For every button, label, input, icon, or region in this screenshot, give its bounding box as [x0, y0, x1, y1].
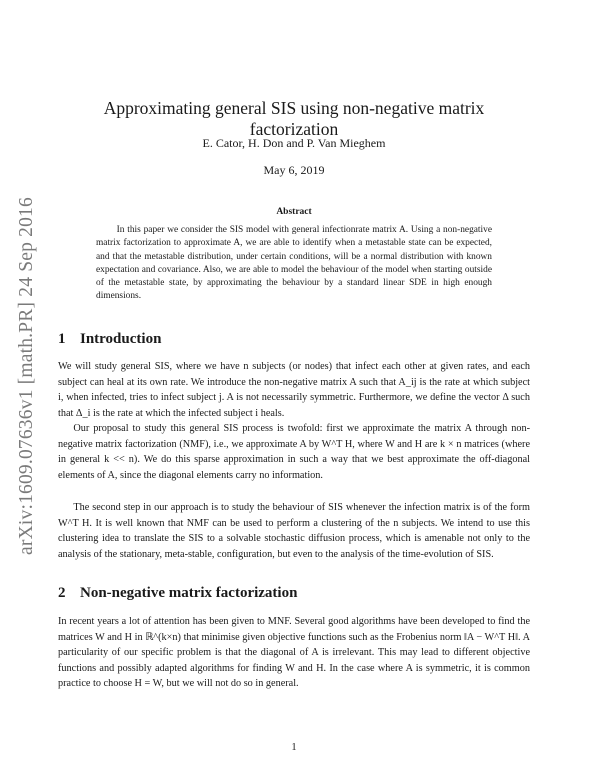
intro-paragraph-2: Our proposal to study this general SIS process is twofold: first we approximate the matrix A through non-negative matrix factorization (NMF), i.e., we approximate A by W^T H, where W and H are k × n matrices (where in general k << n). We do this sparse approximation in such a way that we best approximate the off-diagonal elements of A, since the diagonal elements carry no information.: [58, 423, 530, 481]
arxiv-stamp-text: arXiv:1609.07636v1 [math.PR] 24 Sep 2016: [16, 197, 37, 555]
paper-authors: E. Cator, H. Don and P. Van Mieghem: [202, 136, 386, 150]
abstract-heading: Abstract: [276, 207, 312, 217]
nmf-paragraph-1: In recent years a lot of attention has been given to MNF. Several good algorithms have been developed to find the matrices W and H in ℝ^(k×n) that minimise given objective functions such as the Frobenius norm ‖A − W^T H‖. A particularity of our specific problem is that the diagonal of A is irrelevant. This may lead to different objective functions and possibly adapted algorithms for finding W and H. In the case where A is symmetric, it is common practice to choose H = W, but we will not do so in general.: [58, 616, 530, 690]
arxiv-stamp: [14, 176, 40, 576]
page-number: 1: [291, 742, 297, 753]
abstract-text: In this paper we consider the SIS model with general infectionrate matrix A. Using a non-negative matrix factorization to approximate A, we are able to identify when a metastable state can be expected, and that the metastable distribution, under certain conditions, will be a normal distribution with known expectation and covariance. Also, we are able to model the behaviour of the model when starting outside of the metastable state, by approximating the behaviour by a standard linear SDE in high enough dimensions.: [96, 225, 492, 302]
section-title: Non-negative matrix factorization: [80, 585, 298, 601]
intro-paragraph-3: The second step in our approach is to study the behaviour of SIS whenever the infection matrix is of the form W^T H. It is well known that NMF can be used to perform a clustering of the n subjects. We intend to use this clustering idea to translate the SIS to a solvable stochastic diffusion process, which is amenable not only to the analysis of the stationary, meta-stable, configuration, but even to the analysis of the time-evolution of SIS.: [58, 502, 530, 560]
paper-title: Approximating general SIS using non-negative matrix factorization: [103, 98, 485, 139]
section-heading-introduction: [58, 331, 530, 348]
paper-date: May 6, 2019: [263, 163, 325, 177]
section-title: Introduction: [80, 331, 162, 347]
section-number: 1: [58, 331, 66, 347]
section-number: 2: [58, 585, 66, 601]
section-heading-nmf: [58, 585, 530, 602]
intro-paragraph-1: We will study general SIS, where we have n subjects (or nodes) that infect each other at given rates, and each subject can heal at its own rate. We introduce the non-negative matrix A such that A_ij is the rate at which subject i, when infected, tries to infect subject j. A is not necessarily symmetric. Furthermore, we define the vector Δ such that Δ_i is the rate at which the infected subject i heals.: [58, 361, 530, 419]
